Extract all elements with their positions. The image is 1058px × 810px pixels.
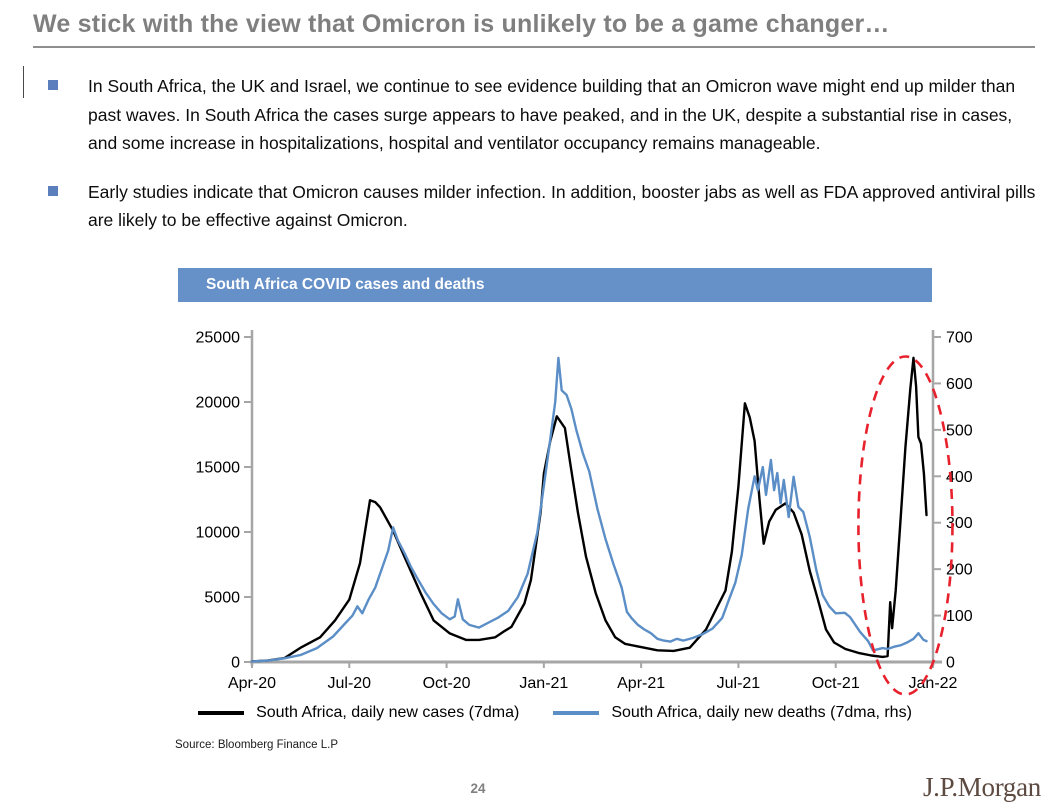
legend-label-deaths: South Africa, daily new deaths (7dma, rhs) [611,704,912,721]
chart-legend [178,704,932,722]
left-axis-tick-label: 0 [231,654,240,672]
x-axis-tick-label: Jan-21 [519,675,569,692]
page-title: We stick with the view that Omicron is unlikely to be a game changer… [33,10,890,38]
chart-canvas [165,312,1015,712]
x-axis-tick-label: Jul-20 [327,675,372,692]
title-underline [33,46,1035,48]
jpmorgan-logo: J.P.Morgan [922,772,1041,802]
x-axis-tick-label: Jan-22 [908,675,958,692]
x-axis-tick-label: Oct-21 [811,675,860,692]
bullet-square-icon [48,186,58,196]
bullet-list [48,72,1040,255]
legend-item-deaths [553,704,912,722]
right-axis-tick-label: 600 [946,375,973,393]
x-axis-tick-label: Apr-20 [227,675,277,692]
right-axis-tick-label: 500 [946,422,973,440]
x-axis-tick-label: Oct-20 [422,675,471,692]
bullet-text: In South Africa, the UK and Israel, we continue to see evidence building that an Omicron wave might end up milder than past waves. In South Africa the cases surge appears to have peaked, and in the UK, despite a substantial rise in cases, and some increase in hospitalizations, hospital and ventilator occupancy remains manageable. [88,76,1016,153]
bullet-text: Early studies indicate that Omicron causes milder infection. In addition, booster jabs as well as FDA approved antiviral pills are likely to be effective against Omicron. [88,181,1036,230]
deaths-line-swatch-icon [553,711,599,715]
x-axis-tick-label: Apr-21 [617,675,666,692]
right-axis-tick-label: 300 [946,515,973,533]
right-axis-tick-label: 0 [946,654,955,672]
deaths-line [252,358,927,662]
x-axis-tick-label: Jul-21 [716,675,761,692]
bullet-square-icon [48,80,58,90]
left-axis-tick-label: 5000 [204,589,240,607]
legend-item-cases [198,704,519,722]
left-margin-tick [23,66,24,98]
right-axis-tick-label: 700 [946,329,973,347]
source-note: Source: Bloomberg Finance L.P [175,739,339,751]
left-axis-tick-label: 15000 [195,459,240,477]
legend-label-cases: South Africa, daily new cases (7dma) [256,704,520,721]
page-number: 24 [470,781,486,796]
left-axis-tick-label: 10000 [195,524,240,542]
left-axis-tick-label: 20000 [195,394,240,412]
list-item [48,178,1040,235]
right-axis-tick-label: 100 [946,608,973,626]
right-axis-tick-label: 400 [946,468,973,486]
list-item [48,72,1040,158]
chart-title-bar: South Africa COVID cases and deaths [178,268,932,302]
cases-line-swatch-icon [198,711,244,715]
left-axis-tick-label: 25000 [195,329,240,347]
right-axis-tick-label: 200 [946,561,973,579]
